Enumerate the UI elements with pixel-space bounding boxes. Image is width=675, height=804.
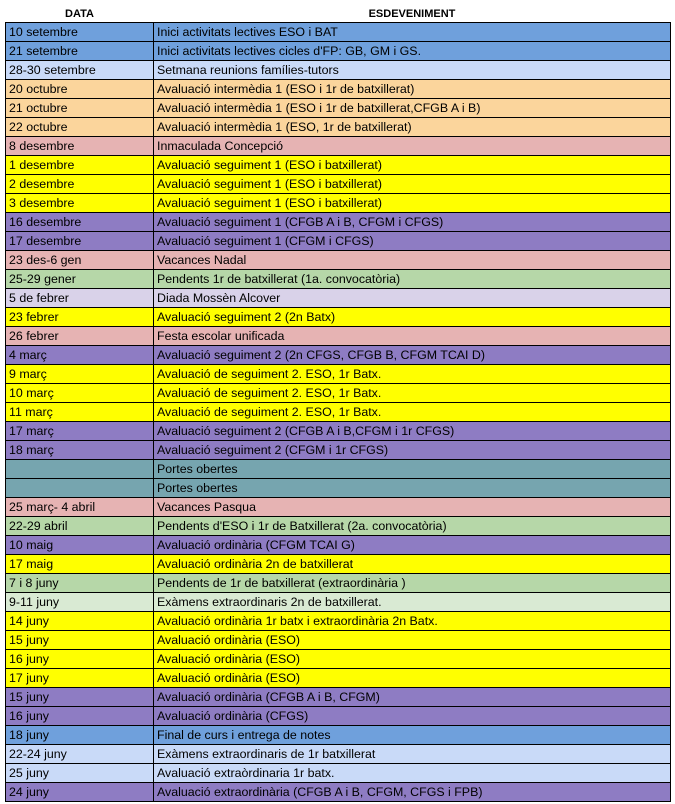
table-row [6, 612, 671, 631]
event-cell: Festa escolar unificada [154, 327, 671, 346]
table-row [6, 232, 671, 251]
event-cell: Avaluació seguiment 2 (CFGB A i B,CFGM i 1r CFGS) [154, 422, 671, 441]
table-row [6, 99, 671, 118]
event-cell: Avaluació seguiment 1 (ESO i batxillerat) [154, 194, 671, 213]
date-cell: 1 desembre [6, 156, 154, 175]
event-cell: Avaluació de seguiment 2. ESO, 1r Batx. [154, 384, 671, 403]
calendar-sheet [5, 6, 670, 802]
date-cell: 26 febrer [6, 327, 154, 346]
date-cell [6, 460, 154, 479]
date-cell: 16 juny [6, 650, 154, 669]
date-cell: 25 juny [6, 764, 154, 783]
table-row [6, 327, 671, 346]
event-cell: Portes obertes [154, 479, 671, 498]
table-row [6, 669, 671, 688]
event-cell: Avaluació seguiment 2 (2n CFGS, CFGB B, CFGM TCAI D) [154, 346, 671, 365]
table-row [6, 403, 671, 422]
date-cell: 21 octubre [6, 99, 154, 118]
date-cell: 2 desembre [6, 175, 154, 194]
table-row [6, 745, 671, 764]
table-row [6, 536, 671, 555]
date-cell: 18 juny [6, 726, 154, 745]
date-cell: 4 març [6, 346, 154, 365]
table-row [6, 707, 671, 726]
table-row [6, 783, 671, 802]
table-row [6, 650, 671, 669]
table-header-row [6, 6, 671, 23]
event-cell: Vacances Nadal [154, 251, 671, 270]
table-row [6, 194, 671, 213]
date-column-header: DATA [6, 6, 154, 23]
event-cell: Avaluació intermèdia 1 (ESO i 1r de batxillerat,CFGB A i B) [154, 99, 671, 118]
date-cell: 11 març [6, 403, 154, 422]
table-row [6, 80, 671, 99]
table-row [6, 61, 671, 80]
table-row [6, 631, 671, 650]
date-cell: 17 març [6, 422, 154, 441]
date-cell: 17 desembre [6, 232, 154, 251]
date-cell: 7 i 8 juny [6, 574, 154, 593]
event-cell: Avaluació seguiment 2 (2n Batx) [154, 308, 671, 327]
date-cell: 17 maig [6, 555, 154, 574]
event-cell: Avaluació de seguiment 2. ESO, 1r Batx. [154, 365, 671, 384]
table-row [6, 688, 671, 707]
date-cell: 23 des-6 gen [6, 251, 154, 270]
table-row [6, 479, 671, 498]
date-cell: 23 febrer [6, 308, 154, 327]
event-cell: Setmana reunions famílies-tutors [154, 61, 671, 80]
table-row [6, 726, 671, 745]
table-row [6, 517, 671, 536]
event-cell: Avaluació intermèdia 1 (ESO i 1r de batxillerat) [154, 80, 671, 99]
event-cell: Pendents 1r de batxillerat (1a. convocatòria) [154, 270, 671, 289]
table-row [6, 213, 671, 232]
event-column-header: ESDEVENIMENT [154, 6, 671, 23]
calendar-table [5, 6, 671, 802]
date-cell: 18 març [6, 441, 154, 460]
table-row [6, 422, 671, 441]
table-row [6, 593, 671, 612]
date-cell: 22-24 juny [6, 745, 154, 764]
event-cell: Avaluació ordinària (ESO) [154, 669, 671, 688]
date-cell: 22-29 abril [6, 517, 154, 536]
date-cell: 3 desembre [6, 194, 154, 213]
date-cell: 15 juny [6, 688, 154, 707]
event-cell: Avaluació ordinària (CFGM TCAI G) [154, 536, 671, 555]
date-cell: 10 setembre [6, 23, 154, 42]
table-row [6, 23, 671, 42]
table-row [6, 175, 671, 194]
date-cell: 24 juny [6, 783, 154, 802]
event-cell: Portes obertes [154, 460, 671, 479]
table-row [6, 441, 671, 460]
date-cell: 25-29 gener [6, 270, 154, 289]
event-cell: Inmaculada Concepció [154, 137, 671, 156]
date-cell: 16 juny [6, 707, 154, 726]
event-cell: Exàmens extraordinaris 2n de batxillerat. [154, 593, 671, 612]
event-cell: Pendents de 1r de batxillerat (extraordinària ) [154, 574, 671, 593]
event-cell: Diada Mossèn Alcover [154, 289, 671, 308]
event-cell: Avaluació ordinària (ESO) [154, 650, 671, 669]
event-cell: Avaluació extraordinària (CFGB A i B, CFGM, CFGS i FPB) [154, 783, 671, 802]
event-cell: Avaluació seguiment 1 (CFGM i CFGS) [154, 232, 671, 251]
event-cell: Avaluació de seguiment 2. ESO, 1r Batx. [154, 403, 671, 422]
date-cell: 10 maig [6, 536, 154, 555]
table-row [6, 574, 671, 593]
event-cell: Avaluació ordinària (ESO) [154, 631, 671, 650]
date-cell: 15 juny [6, 631, 154, 650]
date-cell: 8 desembre [6, 137, 154, 156]
date-cell: 16 desembre [6, 213, 154, 232]
event-cell: Avaluació ordinària 1r batx i extraordinària 2n Batx. [154, 612, 671, 631]
date-cell: 5 de febrer [6, 289, 154, 308]
date-cell: 22 octubre [6, 118, 154, 137]
table-row [6, 289, 671, 308]
table-row [6, 346, 671, 365]
table-row [6, 498, 671, 517]
table-row [6, 137, 671, 156]
date-cell: 21 setembre [6, 42, 154, 61]
table-row [6, 365, 671, 384]
event-cell: Avaluació intermèdia 1 (ESO, 1r de batxillerat) [154, 118, 671, 137]
table-row [6, 251, 671, 270]
event-cell: Avaluació seguiment 1 (ESO i batxillerat) [154, 156, 671, 175]
event-cell: Avaluació seguiment 1 (ESO i batxillerat) [154, 175, 671, 194]
event-cell: Avaluació ordinària (CFGS) [154, 707, 671, 726]
table-row [6, 156, 671, 175]
event-cell: Avaluació seguiment 2 (CFGM i 1r CFGS) [154, 441, 671, 460]
table-body [6, 23, 671, 802]
event-cell: Inici activitats lectives ESO i BAT [154, 23, 671, 42]
table-row [6, 764, 671, 783]
date-cell: 25 març- 4 abril [6, 498, 154, 517]
date-cell: 9 març [6, 365, 154, 384]
event-cell: Exàmens extraordinaris de 1r batxillerat [154, 745, 671, 764]
table-row [6, 460, 671, 479]
event-cell: Pendents d'ESO i 1r de Batxillerat (2a. convocatòria) [154, 517, 671, 536]
event-cell: Avaluació extraòrdinaria 1r batx. [154, 764, 671, 783]
date-cell: 28-30 setembre [6, 61, 154, 80]
table-row [6, 555, 671, 574]
date-cell: 10 març [6, 384, 154, 403]
table-row [6, 270, 671, 289]
date-cell: 17 juny [6, 669, 154, 688]
event-cell: Avaluació ordinària 2n de batxillerat [154, 555, 671, 574]
table-row [6, 384, 671, 403]
event-cell: Final de curs i entrega de notes [154, 726, 671, 745]
date-cell: 14 juny [6, 612, 154, 631]
event-cell: Vacances Pasqua [154, 498, 671, 517]
event-cell: Inici activitats lectives cicles d'FP: GB, GM i GS. [154, 42, 671, 61]
event-cell: Avaluació ordinària (CFGB A i B, CFGM) [154, 688, 671, 707]
table-row [6, 42, 671, 61]
date-cell: 20 octubre [6, 80, 154, 99]
table-row [6, 118, 671, 137]
date-cell [6, 479, 154, 498]
date-cell: 9-11 juny [6, 593, 154, 612]
event-cell: Avaluació seguiment 1 (CFGB A i B, CFGM i CFGS) [154, 213, 671, 232]
table-row [6, 308, 671, 327]
